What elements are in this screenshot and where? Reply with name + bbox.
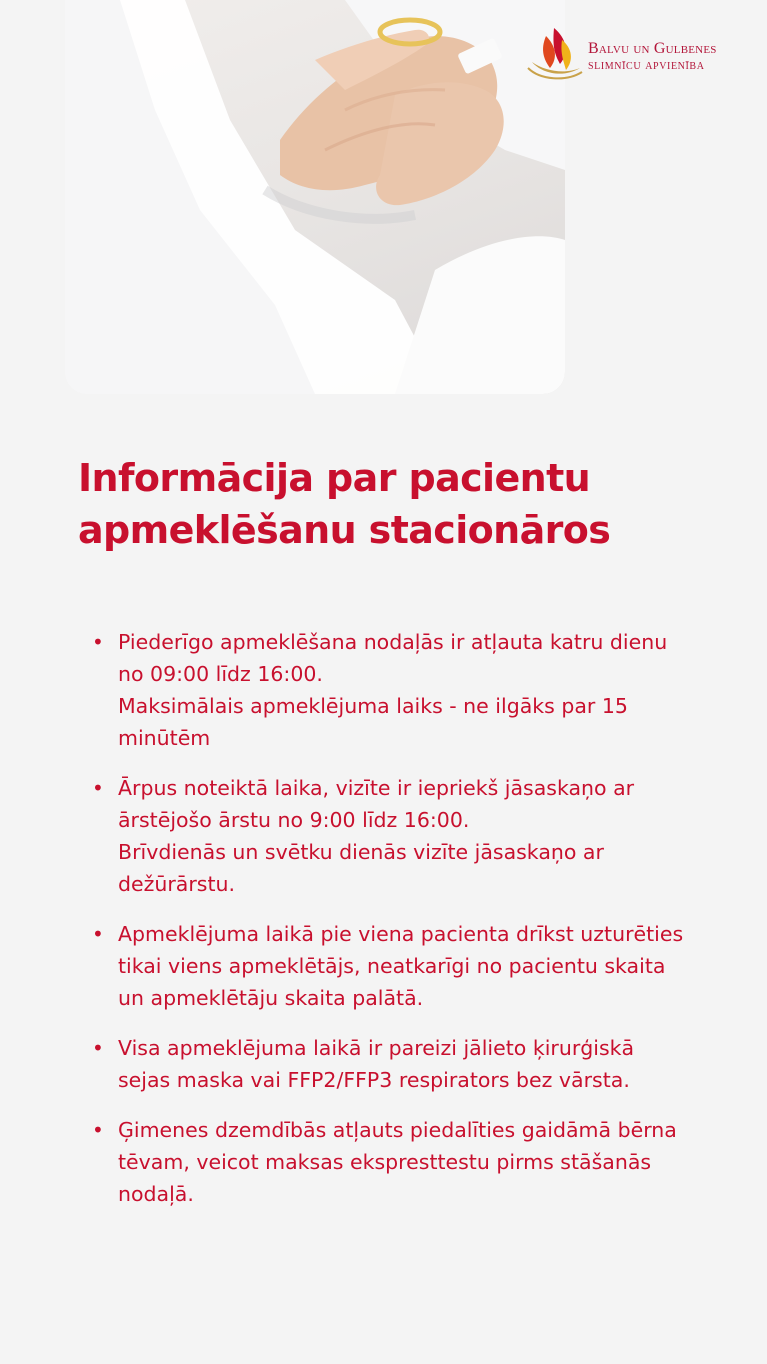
list-item <box>92 918 692 1014</box>
list-item <box>92 626 692 754</box>
bullet-icon: • <box>92 630 104 654</box>
logo-name-line2: slimnīcu apvienība <box>588 58 705 73</box>
bullet-icon: • <box>92 1118 104 1142</box>
hero-photo <box>65 0 565 394</box>
bullet-icon: • <box>92 776 104 800</box>
list-item-text: Apmeklējuma laikā pie viena pacienta drīkst uzturēties tikai viens apmeklētājs, neatkarīgi no pacientu skaita un apmeklētāju skaita palātā. <box>118 922 684 1010</box>
list-item-text: Brīvdienās un svētku dienās vizīte jāsaskaņo ar dežūrārstu. <box>118 840 604 896</box>
bullet-icon: • <box>92 1036 104 1060</box>
hospital-logo <box>526 22 756 82</box>
visiting-rules-list <box>92 626 692 1228</box>
bullet-icon: • <box>92 922 104 946</box>
list-item-text: Visa apmeklējuma laikā ir pareizi jālieto ķirurģiskā sejas maska vai FFP2/FFP3 respirators bez vārsta. <box>118 1036 635 1092</box>
list-item <box>92 772 692 900</box>
list-item <box>92 1032 692 1096</box>
doctor-holding-patient-hand-illustration <box>65 0 565 394</box>
flame-emblem-icon <box>526 22 584 82</box>
list-item-text: Ģimenes dzemdībās atļauts piedalīties gaidāmā bērna tēvam, veicot maksas ekspresttestu pirms stāšanās nodaļā. <box>118 1118 677 1206</box>
list-item <box>92 1114 692 1210</box>
page-title: Informācija par pacientu apmeklēšanu stacionāros <box>78 456 611 552</box>
list-item-text: Piederīgo apmeklēšana nodaļās ir atļauta katru dienu no 09:00 līdz 16:00. <box>118 630 668 686</box>
list-item-text: Ārpus noteiktā laika, vizīte ir iepriekš jāsaskaņo ar ārstējošo ārstu no 9:00 līdz 16:00. <box>118 776 635 832</box>
list-item-text: Maksimālais apmeklējuma laiks - ne ilgāks par 15 minūtēm <box>118 694 628 750</box>
logo-name-line1: Balvu un Gulbenes <box>588 40 717 57</box>
